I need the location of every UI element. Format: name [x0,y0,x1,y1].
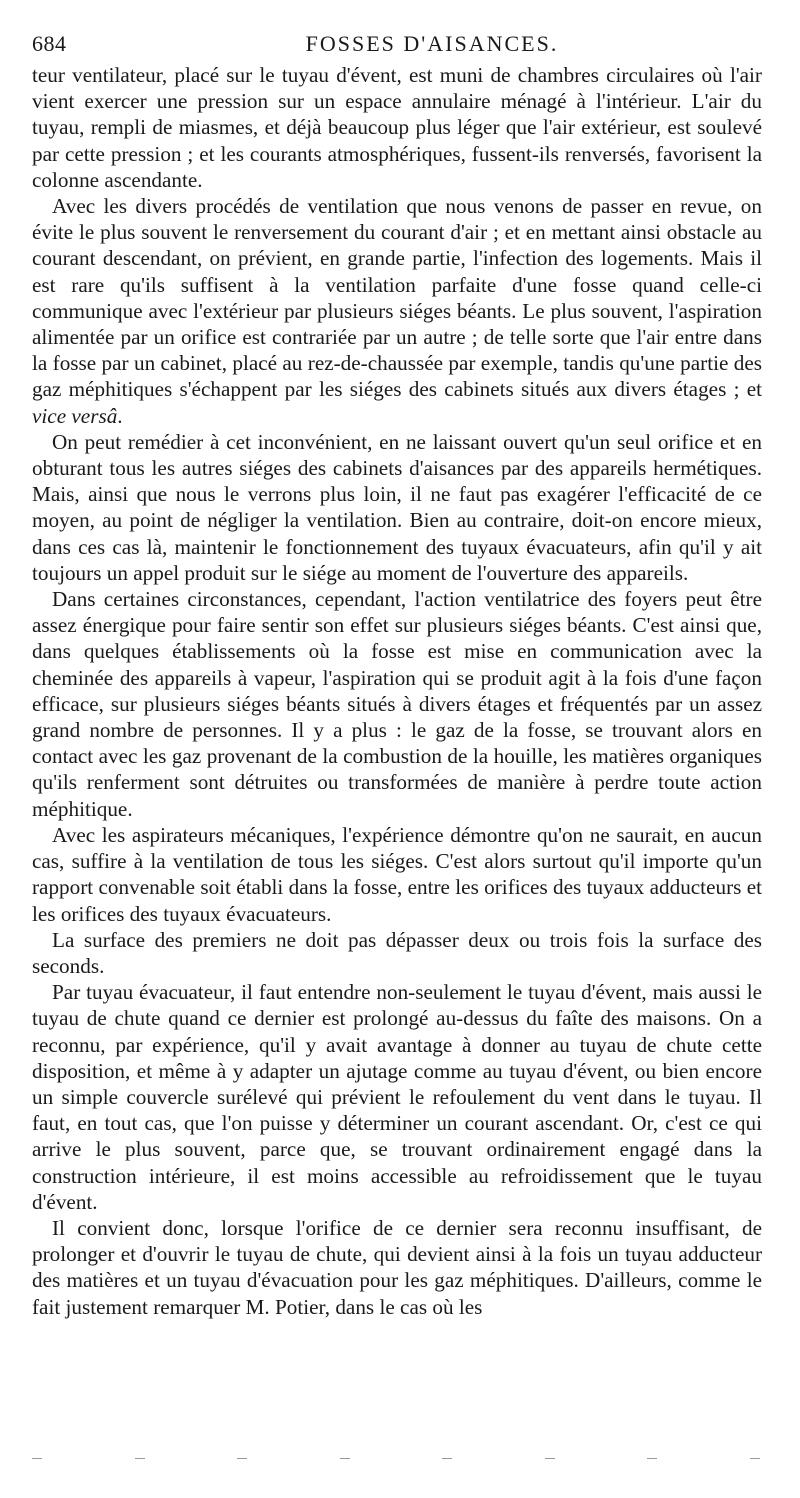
paragraph-text: Dans certaines circonstances, cependant, l'action ventilatrice des foyers peut être assez énergique pour faire sentir son effet sur plusieurs siéges béants. C'est ainsi que, dans quelques établissements où la fosse est mise en communication avec la cheminée des appareils à vapeur, l'aspiration qui se produit agit à la fois d'une façon efficace, sur plusieurs siéges béants situés à divers étages et fréquentés par un assez grand nombre de personnes. Il y a plus : le gaz de la fosse, se trouvant alors en contact avec les gaz provenant de la combustion de la houille, les matières organiques qu'ils renferment sont détruites ou transformées de manière à perdre toute action méphitique. [32,587,762,821]
scan-mark [32,1458,42,1459]
paragraph-tail: . [117,403,123,428]
paragraph-7 [32,979,762,1215]
paragraph-text: teur ventilateur, placé sur le tuyau d'évent, est muni de chambres circulaires où l'air vient exercer une pression sur un espace annulaire ménagé à l'intérieur. L'air du tuyau, rempli de miasmes, et déjà beaucoup plus léger que l'air extérieur, est soulevé par cette pression ; et les courants atmosphériques, fussent-ils renversés, favorisent la colonne ascendante. [32,63,762,192]
italic-phrase: vice versâ [32,403,118,428]
scan-mark [237,1458,247,1459]
paragraph-8 [32,1215,762,1320]
document-page [32,26,762,1320]
paragraph-3 [32,429,762,586]
paragraph-text: Il convient donc, lorsque l'orifice de ce dernier sera reconnu insuffisant, de prolonger et d'ouvrir le tuyau de chute, qui devient ainsi à la fois un tuyau adducteur des matières et un tuyau d'évacuation pour les gaz méphitiques. D'ailleurs, comme le fait justement remarquer M. Potier, dans le cas où les [32,1215,762,1319]
paragraph-text: On peut remédier à cet inconvénient, en ne laissant ouvert qu'un seul orifice et en obturant tous les autres siéges des cabinets d'aisances par des appareils hermétiques. Mais, ainsi que nous le verrons plus loin, il ne faut pas exagérer l'efficacité de ce moyen, au point de négliger la ventilation. Bien au contraire, doit-on encore mieux, dans ces cas là, maintenir le fonctionnement des tuyaux évacuateurs, afin qu'il y ait toujours un appel produit sur le siége au moment de l'ouverture des appareils. [32,429,762,585]
scan-mark [135,1458,145,1459]
paragraph-1 [32,62,762,193]
paragraph-text: La surface des premiers ne doit pas dépasser deux ou trois fois la surface des seconds. [32,927,762,978]
body-text [32,62,762,1320]
paragraph-text: Avec les aspirateurs mécaniques, l'expérience démontre qu'on ne saurait, en aucun cas, suffire à la ventilation de tous les siéges. C'est alors surtout qu'il importe qu'un rapport convenable soit établi dans la fosse, entre les orifices des tuyaux adducteurs et les orifices des tuyaux évacuateurs. [32,822,762,926]
page-header [32,26,762,62]
page-number: 684 [32,31,67,56]
paragraph-2 [32,193,762,429]
running-title: FOSSES D'AISANCES. [305,31,559,56]
paragraph-text: Par tuyau évacuateur, il faut entendre non-seulement le tuyau d'évent, mais aussi le tuyau de chute quand ce dernier est prolongé au-dessus du faîte des maisons. On a reconnu, par expérience, qu'il y avait avantage à donner au tuyau de chute cette disposition, et même à y adapter un ajutage comme au tuyau d'évent, ou bien encore un simple couvercle surélevé qui prévient le refoulement du vent dans le tuyau. Il faut, en tout cas, que l'on puisse y déterminer un courant ascendant. Or, c'est ce qui arrive le plus souvent, parce que, se trouvant ordinairement engagé dans la construction intérieure, il est moins accessible au refroidissement que le tuyau d'évent. [32,980,762,1214]
scan-mark [340,1458,350,1459]
paragraph-4 [32,586,762,822]
scan-mark [750,1458,760,1459]
scan-mark [647,1458,657,1459]
scan-edge-marks [32,1458,760,1466]
scan-mark [545,1458,555,1459]
paragraph-text: Avec les divers procédés de ventilation que nous venons de passer en revue, on évite le plus souvent le renversement du courant d'air ; et en mettant ainsi obstacle au courant descendant, on prévient, en grande partie, l'infection des logements. Mais il est rare qu'ils suffisent à la ventilation parfaite d'une fosse quand celle-ci communique avec l'extérieur par plusieurs siéges béants. Le plus souvent, l'aspiration alimentée par un orifice est contrariée par un autre ; de telle sorte que l'air entre dans la fosse par un cabinet, placé au rez-de-chaussée par exemple, tandis qu'une partie des gaz méphitiques s'échappent par les siéges des cabinets situés aux divers étages ; et [32,194,762,402]
scan-mark [442,1458,452,1459]
paragraph-6 [32,927,762,979]
paragraph-5 [32,822,762,927]
